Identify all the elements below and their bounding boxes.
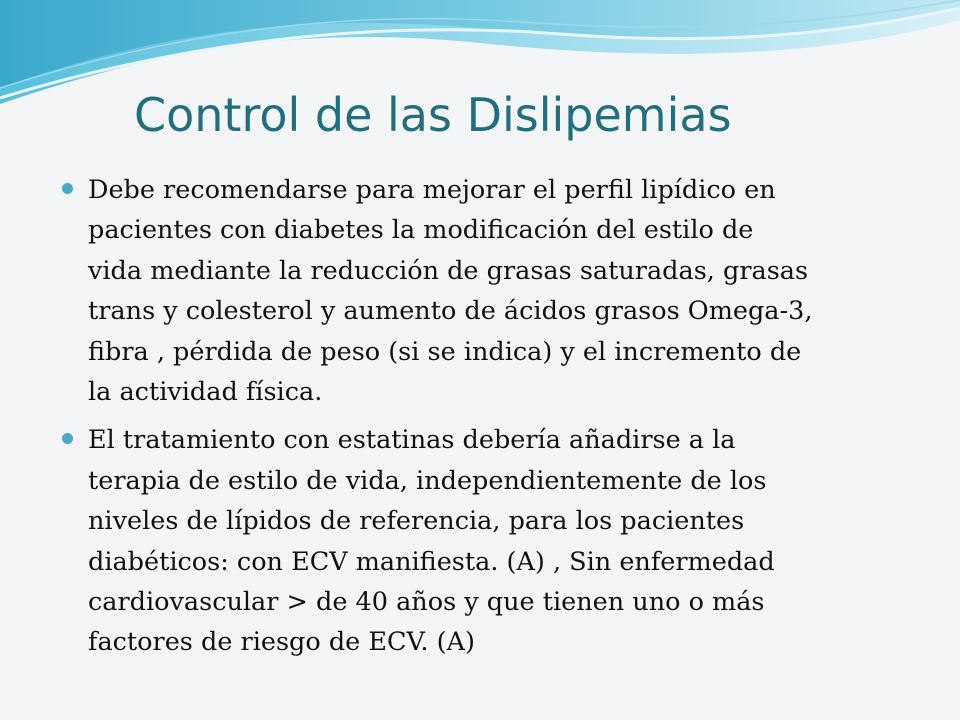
- bullet-line: Debe recomendarse para mejorar el perfil lipídico en: [88, 175, 776, 205]
- bullet-line: diabéticos: con ECV manifiesta. (A) , Sin enfermedad: [88, 546, 775, 577]
- bullet-list: [62, 170, 922, 671]
- bullet-line: trans y colesterol y aumento de ácidos grasos Omega-3,: [88, 296, 813, 327]
- bullet-dot-icon: [62, 433, 73, 444]
- bullet-line: cardiovascular > de 40 años y que tienen uno o más: [88, 587, 765, 618]
- bullet-line: pacientes con diabetes la modificación del estilo de: [88, 215, 754, 246]
- bullet-line: vida mediante la reducción de grasas saturadas, grasas: [88, 255, 809, 286]
- bullet-line: la actividad física.: [88, 377, 323, 408]
- bullet-dot-icon: [62, 183, 73, 194]
- slide-title: Control de las Dislipemias: [134, 88, 732, 142]
- bullet-line: El tratamiento con estatinas debería añadirse a la: [88, 425, 736, 456]
- bullet-line: fibra , pérdida de peso (si se indica) y el incremento de: [88, 336, 802, 367]
- bullet-line: terapia de estilo de vida, independientemente de los: [88, 465, 767, 496]
- bullet-line: niveles de lípidos de referencia, para los pacientes: [88, 506, 745, 537]
- bullet-line: factores de riesgo de ECV. (A): [88, 627, 475, 658]
- bullet-item-2: [62, 420, 922, 662]
- bullet-item-1: [62, 170, 922, 412]
